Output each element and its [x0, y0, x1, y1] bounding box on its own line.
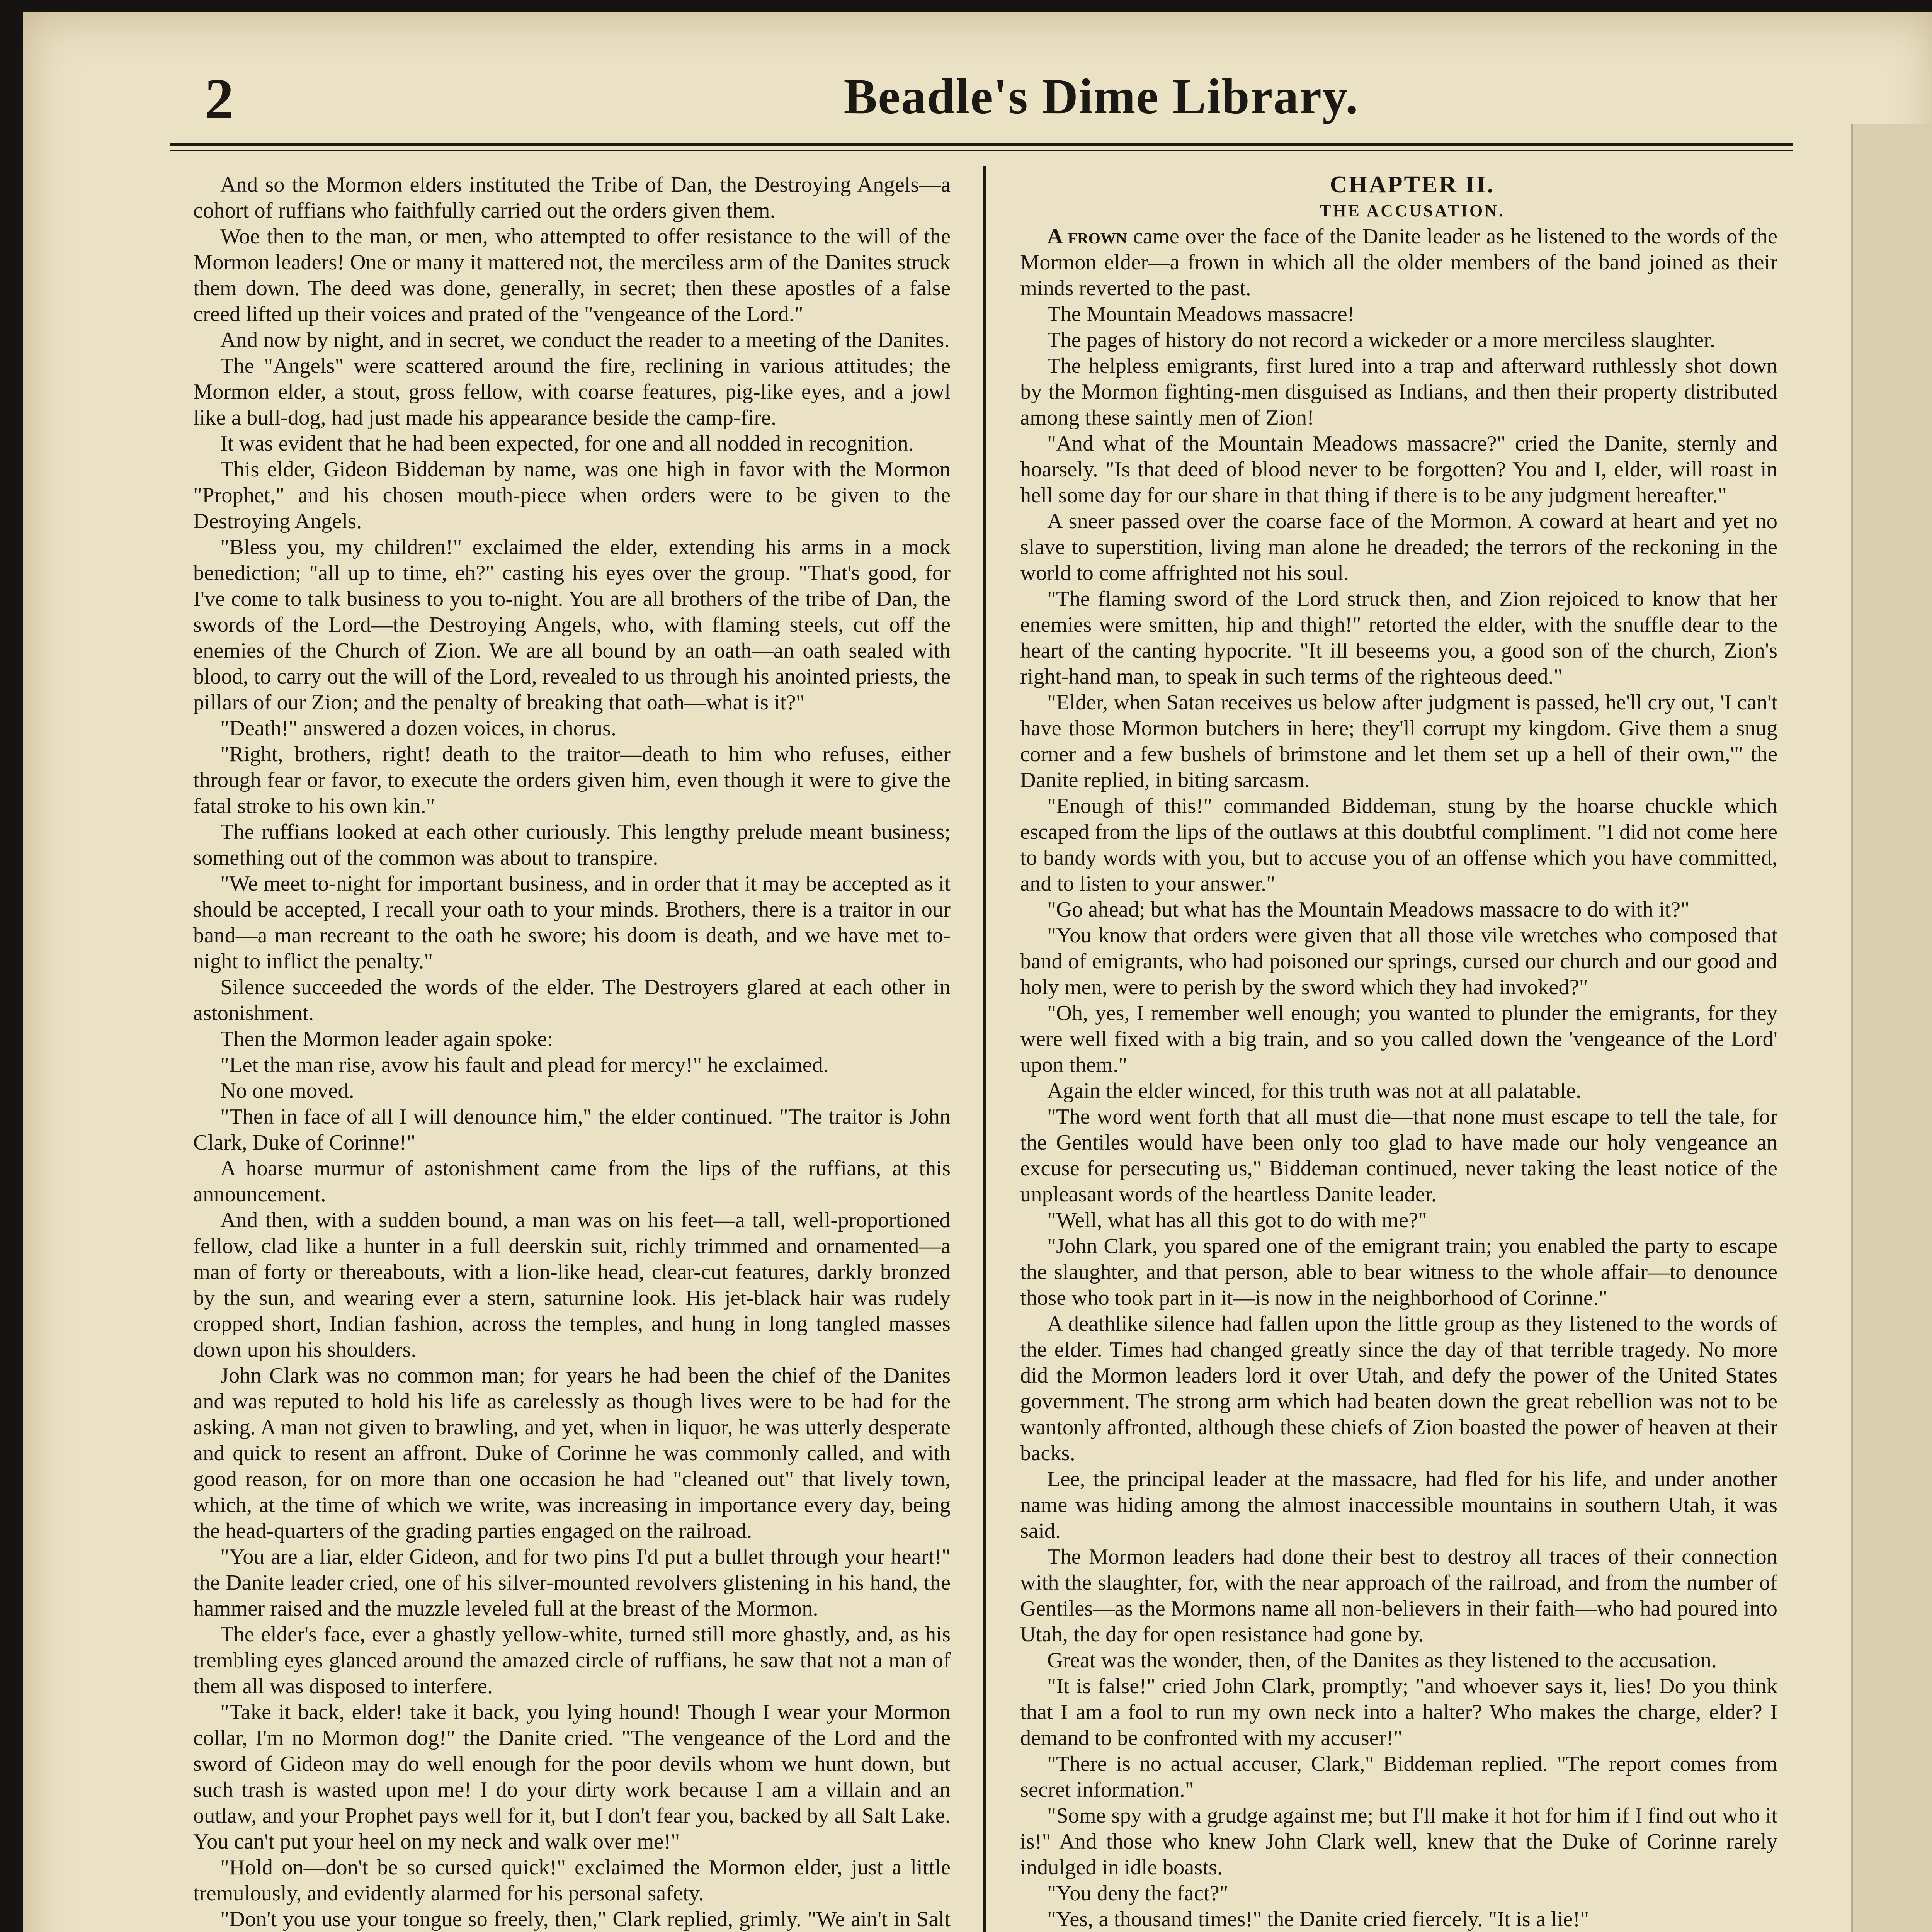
- paragraph: Woe then to the man, or men, who attempted to offer resistance to the will of the Mormon leaders! One or many it mattered not, the merciless arm of the Danites struck them down. The deed was done, generally, in secret; then these apostles of a false creed lifted up their voices and prated of the "vengeance of the Lord.": [193, 224, 951, 326]
- paragraph: "Don't you use your tongue so freely, then," Clark replied, grimly. "We ain't in Salt: [220, 1907, 951, 1931]
- paragraph: "John Clark, you spared one of the emigrant train; you enabled the party to escape the slaughter, and that person, able to bear witness to the whole affair—to denounce those who took part in it—is now in the neighborhood of Corinne.": [1020, 1234, 1777, 1310]
- paragraph: "You deny the fact?": [1047, 1881, 1228, 1905]
- left-column: [193, 172, 951, 1932]
- publication-title: Beadle's Dime Library.: [844, 69, 1359, 124]
- paragraph: "The flaming sword of the Lord struck then, and Zion rejoiced to know that her enemies were smitten, hip and thigh!" retorted the elder, with the snuffle dear to the heart of the canting hypocrite. "It ill beseems you, a good son of the church, Zion's right-hand man, to speak in such terms of the righteous deed.": [1020, 587, 1777, 689]
- chapter-subtitle: THE ACCUSATION.: [1319, 201, 1505, 220]
- opening-text: came over the face of the Danite leader as he listened to the words of the Mormon elder—a frown in which all the older members of the band joined as their minds reverted to the past.: [1020, 224, 1777, 300]
- paragraph: The elder's face, ever a ghastly yellow-white, turned still more ghastly, and, as his trembling eyes glanced around the amazed circle of ruffians, he saw that not a man of them all was disposed to interfere.: [193, 1622, 951, 1698]
- paragraph: "Death!" answered a dozen voices, in chorus.: [220, 716, 617, 740]
- paragraph: "Well, what has all this got to do with me?": [1047, 1208, 1427, 1232]
- opening-paragraph: [1020, 224, 1777, 301]
- page-number: 2: [205, 67, 234, 131]
- paragraph: "Right, brothers, right! death to the traitor—death to him who refuses, either through fear or favor, to execute the orders given him, even though it were to give the fatal stroke to his own kin.": [193, 742, 951, 818]
- paragraph: John Clark was no common man; for years he had been the chief of the Danites and was reputed to hold his life as carelessly as though lives were to be had for the asking. A man not given to brawling, and yet, when in liquor, he was utterly desperate and quick to resent an affront. Duke of Corinne he was commonly called, and with good reason, for on more than one occasion he had "cleaned out" that lively town, which, at the time of which we write, was increasing in importance every day, being the head-quarters of the grading parties engaged on the railroad.: [193, 1364, 951, 1543]
- paragraph: Lee, the principal leader at the massacre, had fled for his life, and under another name was hiding among the almost inaccessible mountains in southern Utah, it was said.: [1020, 1467, 1777, 1543]
- paragraph: A sneer passed over the coarse face of the Mormon. A coward at heart and yet no slave to superstition, living man alone he dreaded; the terrors of the reckoning in the world to come affrighted not his soul.: [1020, 509, 1777, 585]
- paragraph: It was evident that he had been expected, for one and all nodded in recognition.: [220, 432, 914, 456]
- paragraph: "Yes, a thousand times!" the Danite cried fiercely. "It is a lie!": [1047, 1907, 1589, 1931]
- paragraph: Then the Mormon leader again spoke:: [220, 1027, 553, 1051]
- paragraph: "Let the man rise, avow his fault and plead for mercy!" he exclaimed.: [220, 1053, 829, 1077]
- paragraph: And now by night, and in secret, we conduct the reader to a meeting of the Danites.: [220, 328, 950, 352]
- paragraph: "Then in face of all I will denounce him," the elder continued. "The traitor is John Clark, Duke of Corinne!": [193, 1105, 951, 1155]
- paragraph: "You are a liar, elder Gideon, and for two pins I'd put a bullet through your heart!" the Danite leader cried, one of his silver-mounted revolvers glistening in his hand, the hammer raised and the muzzle leveled full at the breast of the Mormon.: [193, 1545, 951, 1621]
- header-rule: [170, 143, 1793, 151]
- paragraph: "We meet to-night for important business, and in order that it may be accepted as it should be accepted, I recall your oath to your minds. Brothers, there is a traitor in our band—a man recreant to the oath he swore; his doom is death, and we have met to-night to inflict the penalty.": [193, 872, 951, 973]
- paragraph: "Some spy with a grudge against me; but I'll make it hot for him if I find out who it is!" And those who knew John Clark well, knew that the Duke of Corinne rarely indulged in idle boasts.: [1020, 1804, 1777, 1879]
- paragraph: "Oh, yes, I remember well enough; you wanted to plunder the emigrants, for they were well fixed with a big train, and so you called down the 'vengeance of the Lord' upon them.": [1020, 1001, 1777, 1077]
- paragraph: "Elder, when Satan receives us below after judgment is passed, he'll cry out, 'I can't have those Mormon butchers in here; they'll corrupt my kingdom. Give them a snug corner and a few bushels of brimstone and let them set up a hell of their own,'" the Danite replied, in biting sarcasm.: [1020, 690, 1777, 792]
- paragraph: "Enough of this!" commanded Biddeman, stung by the hoarse chuckle which escaped from the lips of the outlaws at this doubtful compliment. "I did not come here to bandy words with you, but to accuse you of an offense which you have committed, and to listen to your answer.": [1020, 794, 1777, 896]
- paragraph: The helpless emigrants, first lured into a trap and afterward ruthlessly shot down by the Mormon fighting-men disguised as Indians, and then their property distributed among these saintly men of Zion!: [1020, 354, 1777, 430]
- paragraph: Silence succeeded the words of the elder. The Destroyers glared at each other in astonishment.: [193, 975, 951, 1025]
- paragraph: "You know that orders were given that all those vile wretches who composed that band of emigrants, who had poisoned our springs, cursed our church and our good and holy men, were to perish by the sword which they had invoked?": [1020, 923, 1777, 999]
- paragraph: The "Angels" were scattered around the fire, reclining in various attitudes; the Mormon elder, a stout, gross fellow, with coarse features, pig-like eyes, and a jowl like a bull-dog, had just made his appearance beside the camp-fire.: [193, 354, 951, 430]
- column-divider: [983, 166, 986, 1932]
- paragraph: No one moved.: [220, 1079, 354, 1103]
- page-edge-shadow: [1851, 124, 1932, 1932]
- chapter-title: CHAPTER II.: [1330, 172, 1495, 198]
- paragraph: The Mountain Meadows massacre!: [1047, 302, 1355, 326]
- paragraph: "The word went forth that all must die—that none must escape to tell the tale, for the Gentiles would have been only too glad to have made our holy vengeance an excuse for persecuting us," Biddeman continued, never taking the least notice of the unpleasant words of the heartless Danite leader.: [1020, 1105, 1777, 1206]
- paragraph: "And what of the Mountain Meadows massacre?" cried the Danite, sternly and hoarsely. "Is that deed of blood never to be forgotten? You and I, elder, will roast in hell some day for our share in that thing if there is to be any judgment hereafter.": [1020, 432, 1777, 507]
- paragraph: Great was the wonder, then, of the Danites as they listened to the accusation.: [1047, 1648, 1717, 1672]
- paragraph: Again the elder winced, for this truth was not at all palatable.: [1047, 1079, 1582, 1103]
- paragraph: A hoarse murmur of astonishment came from the lips of the ruffians, at this announcement.: [193, 1156, 951, 1206]
- paragraph: The pages of history do not record a wickeder or a more merciless slaughter.: [1047, 328, 1715, 352]
- paragraph: The Mormon leaders had done their best to destroy all traces of their connection with the slaughter, for, with the near approach of the railroad, and from the number of Gentiles—as the Mormons name all non-believers in their faith—who had poured into Utah, the day for open resistance had gone by.: [1020, 1545, 1777, 1646]
- paragraph: The ruffians looked at each other curiously. This lengthy prelude meant business; something out of the common was about to transpire.: [193, 820, 951, 870]
- paragraph: "Go ahead; but what has the Mountain Meadows massacre to do with it?": [1047, 898, 1690, 922]
- paragraph: "Take it back, elder! take it back, you lying hound! Though I wear your Mormon collar, I'm no Mormon dog!" the Danite cried. "The vengeance of the Lord and the sword of Gideon may do well enough for the poor devils whom we hunt down, but such trash is wasted upon me! I do your dirty work because I am a villain and an outlaw, and your Prophet pays well for it, but I don't fear you, backed by all Salt Lake. You can't put your heel on my neck and walk over me!": [193, 1700, 951, 1854]
- paragraph: "It is false!" cried John Clark, promptly; "and whoever says it, lies! Do you think that I am a fool to run my own neck into a halter? Who makes the charge, elder? I demand to be confronted with my accuser!": [1020, 1674, 1777, 1750]
- right-column: [1020, 172, 1777, 1932]
- paragraph: "Bless you, my children!" exclaimed the elder, extending his arms in a mock benediction; "all up to time, eh?" casting his eyes over the group. "That's good, for I've come to talk business to you to-night. You are all brothers of the tribe of Dan, the swords of the Lord—the Destroying Angels, who, with flaming steels, cut off the enemies of the Church of Zion. We are all bound by an oath—an oath sealed with blood, to carry out the will of the Lord, revealed to us through his anointed priests, the pillars of our Zion; and the penalty of breaking that oath—what is it?": [193, 535, 951, 714]
- paragraph: And so the Mormon elders instituted the Tribe of Dan, the Destroying Angels—a cohort of ruffians who faithfully carried out the orders given them.: [193, 173, 951, 223]
- opening-words: A frown: [1047, 224, 1127, 248]
- paragraph: "There is no actual accuser, Clark," Biddeman replied. "The report comes from secret information.": [1020, 1752, 1777, 1802]
- paragraph: A deathlike silence had fallen upon the little group as they listened to the words of the elder. Times had changed greatly since the day of that terrible tragedy. No more did the Mormon leaders lord it over Utah, and defy the power of the United States government. The strong arm which had beaten down the great rebellion was not to be wantonly affronted, although these chiefs of Zion boasted the power of heaven at their backs.: [1020, 1312, 1777, 1465]
- paragraph: "Hold on—don't be so cursed quick!" exclaimed the Mormon elder, just a little tremulously, and evidently alarmed for his personal safety.: [193, 1855, 951, 1905]
- paragraph: This elder, Gideon Biddeman by name, was one high in favor with the Mormon "Prophet," and his chosen mouth-piece when orders were to be given to the Destroying Angels.: [193, 457, 951, 533]
- paragraph: And then, with a sudden bound, a man was on his feet—a tall, well-proportioned fellow, clad like a hunter in a full deerskin suit, richly trimmed and ornamented—a man of forty or thereabouts, with a lion-like head, clear-cut features, darkly bronzed by the sun, and wearing ever a stern, saturnine look. His jet-black hair was rudely cropped short, Indian fashion, across the temples, and hung in long tangled masses down upon his shoulders.: [193, 1208, 951, 1362]
